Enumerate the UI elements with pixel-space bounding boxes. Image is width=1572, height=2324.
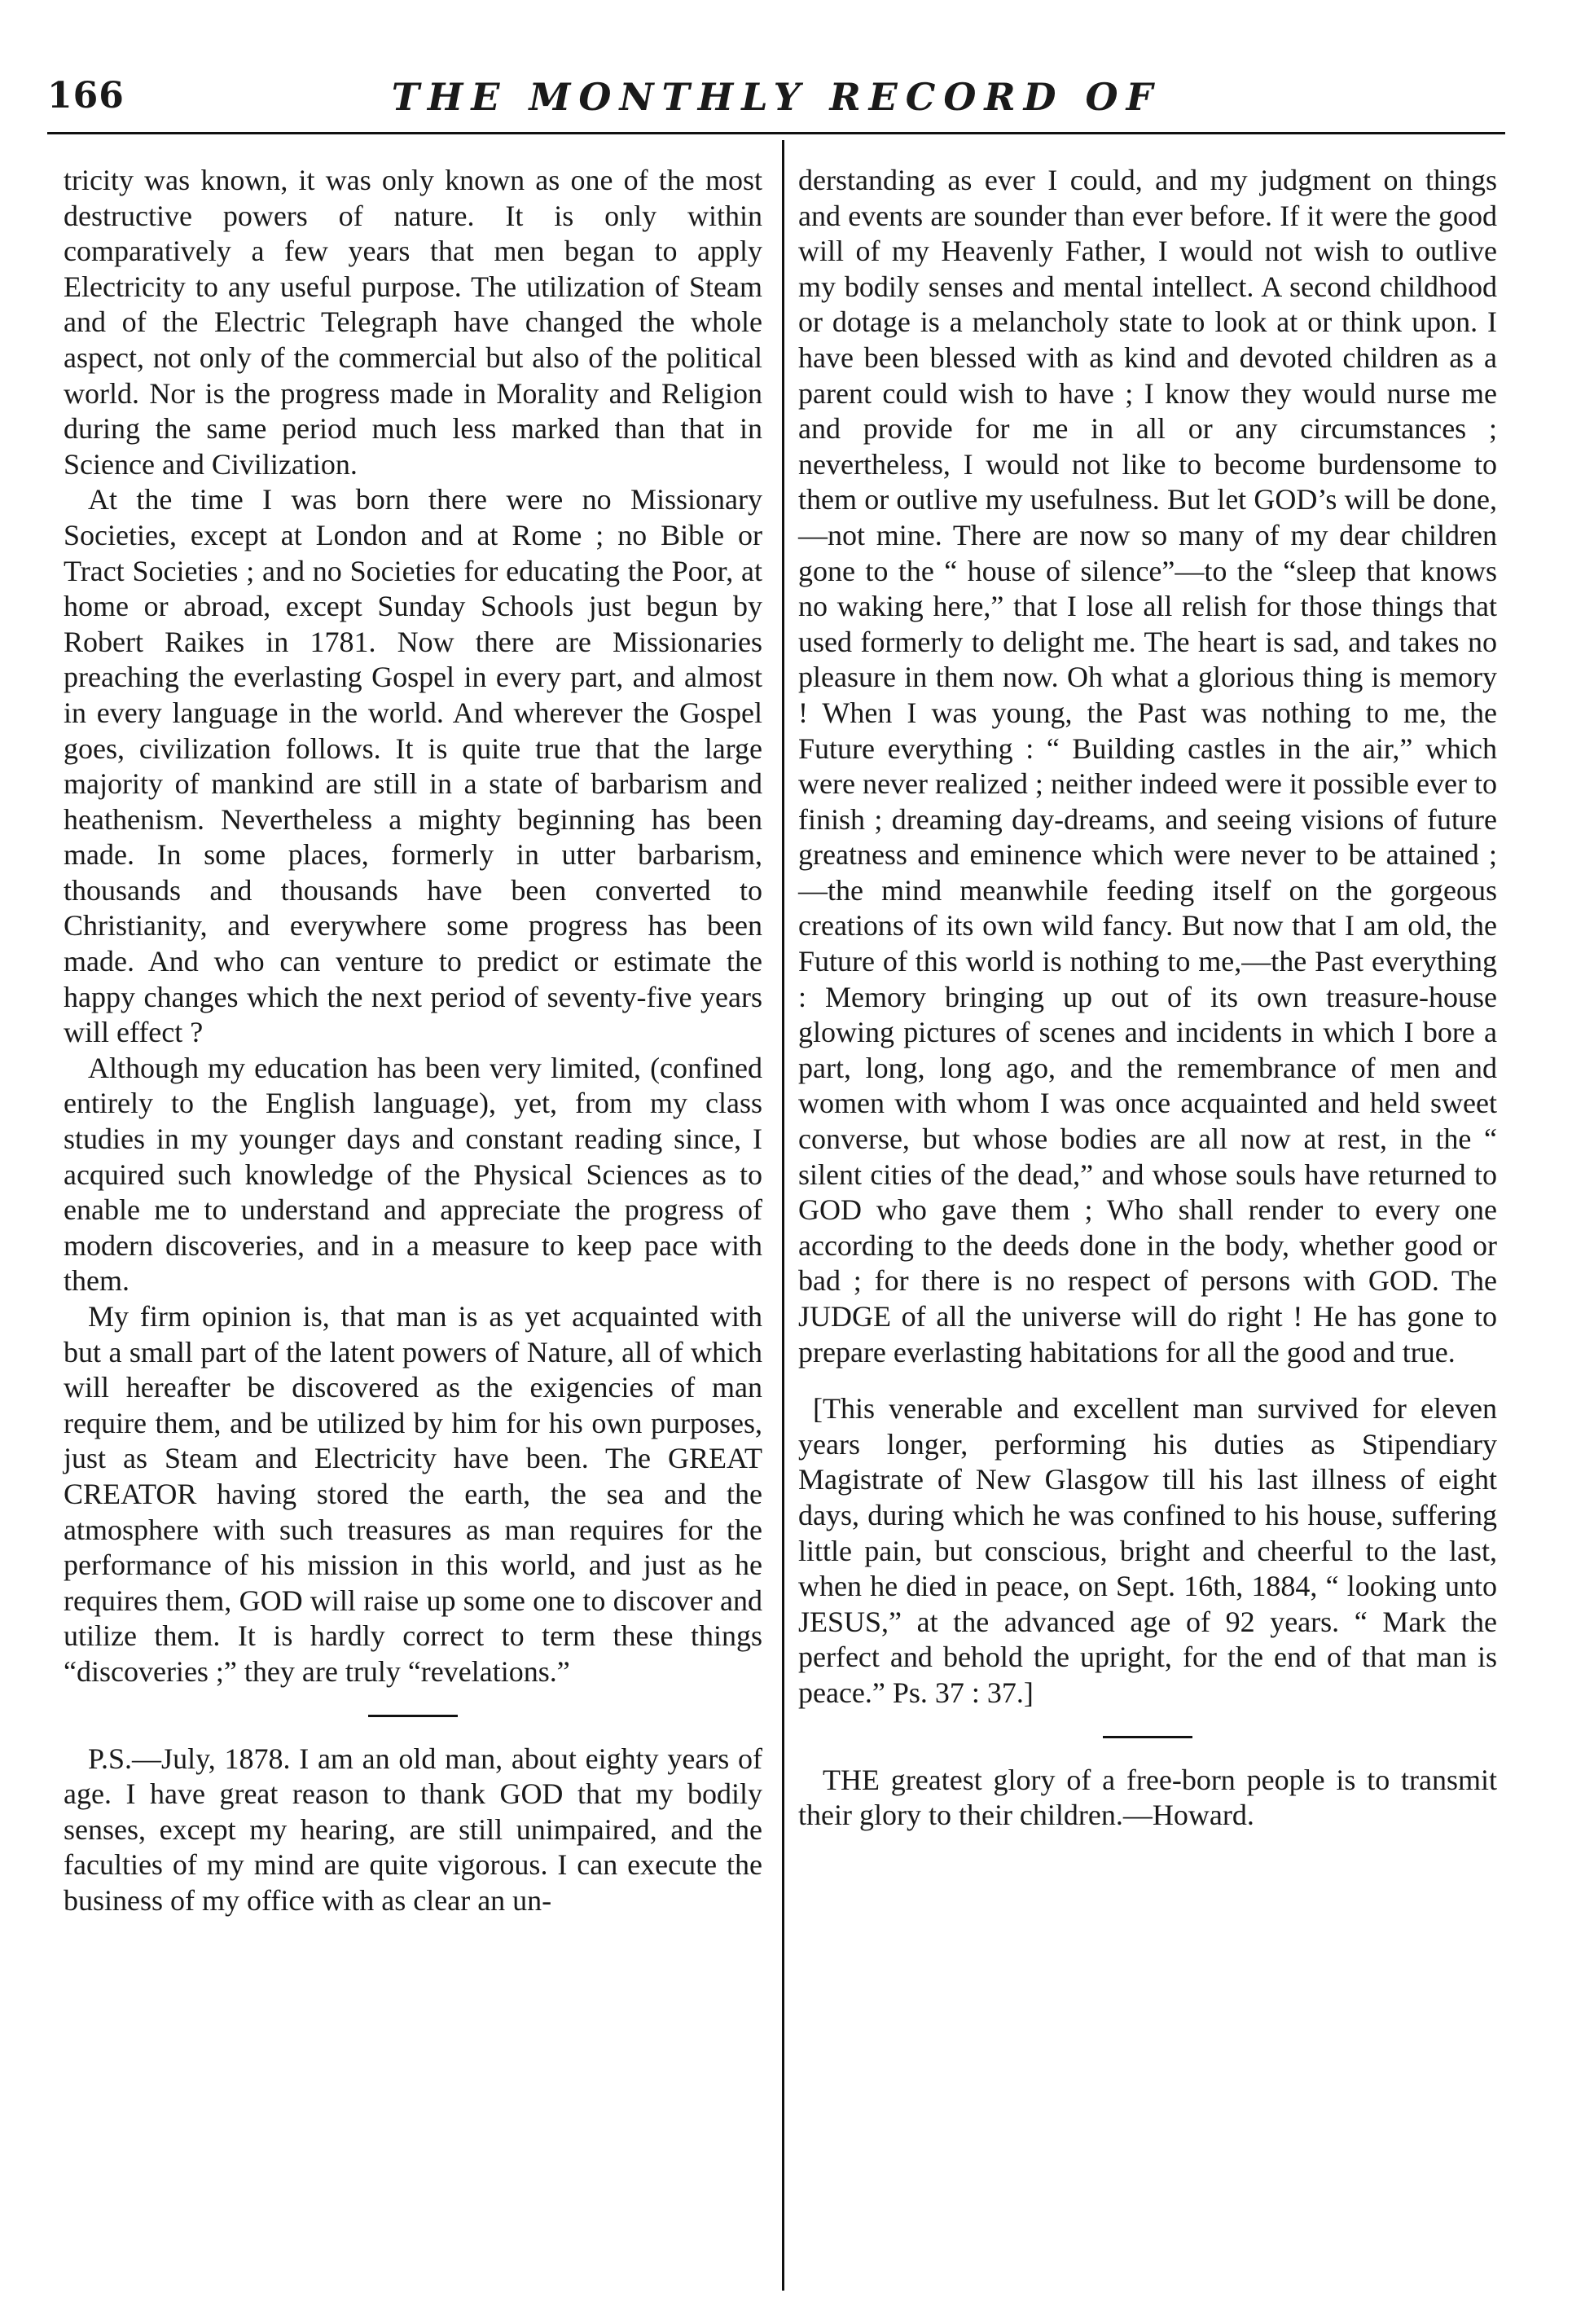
right-column [798, 163, 1497, 1834]
left-paragraph-4: My firm opinion is, that man is as yet acquainted with but a small part of the latent powers of Nature, all of which will hereafter be discovered as the exigencies of man require them, and be utilized by him for his own purposes, just as Steam and Electricity have been. The GREAT CREATOR having stored the earth, the sea and the atmosphere with such treasures as man requires for the performance of his mission in this world, and just as he requires them, GOD will raise up some one to discover and utilize them. It is hardly correct to term these things “discoveries ;” they are truly “revelations.” [64, 1300, 762, 1688]
section-separator [1103, 1736, 1192, 1738]
editorial-note: [This venerable and excellent man survived for eleven years longer, performing his duties as Stipendiary Magistrate of New Glasgow till his last illness of eight days, during which he was confined to his house, suffering little pain, but conscious, bright and cheerful to the last, when he died in peace, on Sept. 16th, 1884, “ looking unto JESUS,” at the advanced age of 92 years. “ Mark the perfect and behold the upright, for the end of that man is peace.” Ps. 37 : 37.] [798, 1392, 1497, 1709]
header-rule [47, 132, 1505, 134]
postscript-paragraph: P.S.—July, 1878. I am an old man, about eighty years of age. I have great reason to thank GOD that my bodily senses, except my hearing, are still unimpaired, and the faculties of my mind are quite vigorous. I can execute the business of my office with as clear an un- [64, 1742, 762, 1917]
left-column [64, 163, 762, 1919]
left-paragraph-2: At the time I was born there were no Missionary Societies, except at London and at Rome ; no Bible or Tract Societies ; and no Societies for educating the Poor, at home or abroad, except Sunday Schools just begun by Robert Raikes in 1781. Now there are Missionaries preaching the everlasting Gospel in every part, and almost in every language in the world. And wherever the Gospel goes, civilization follows. It is quite true that the large majority of mankind are still in a state of barbarism and heathenism. Nevertheless a mighty beginning has been made. In some places, formerly in utter barbarism, thousands and thousands have been converted to Christianity, and everywhere some progress has been made. And who can venture to predict or estimate the happy changes which the next period of seventy-five years will effect ? [64, 483, 762, 1049]
right-paragraph-1: derstanding as ever I could, and my judgment on things and events are sounder than ever before. If it were the good will of my Heavenly Father, I would not wish to outlive my bodily senses and mental intellect. A second childhood or dotage is a melancholy state to look at or think upon. I have been blessed with as kind and devoted children as a parent could wish to have ; I know they would nurse me and provide for me in all or any circumstances ; nevertheless, I would not like to become burdensome to them or outlive my usefulness. But let GOD’s will be done,—not mine. There are now so many of my dear children gone to the “ house of silence”—to the “sleep that knows no waking here,” that I lose all relish for those things that used formerly to delight me. The heart is sad, and takes no pleasure in them now. Oh what a glorious thing is memory ! When I was young, the Past was nothing to me, the Future everything : “ Building castles in the air,” which were never realized ; neither indeed were it possible ever to finish ; dreaming day-dreams, and seeing visions of future greatness and eminence which were never to be attained ;—the mind meanwhile feeding itself on the gorgeous creations of its own wild fancy. But now that I am old, the Future of this world is nothing to me,—the Past everything : Memory bringing up out of its own treasure-house glowing pictures of scenes and incidents in which I bore a part, long, long ago, and the remembrance of men and women with whom I was once acquainted and held sweet converse, but whose bodies are all now at rest, in the “ silent cities of the dead,” and whose souls have returned to GOD who gave them ; Who shall render to every one according to the deeds done in the body, whether good or bad ; for there is no respect of persons with GOD. The JUDGE of all the universe will do right ! He has gone to prepare everlasting habitations for all the good and true. [798, 164, 1497, 1368]
left-paragraph-1: tricity was known, it was only known as one of the most destructive powers of nature. It is only within comparatively a few years that men began to apply Electricity to any useful purpose. The utilization of Steam and of the Electric Telegraph have changed the whole aspect, not only of the commercial but also of the political world. Nor is the progress made in Morality and Religion during the same period much less marked than that in Science and Civilization. [64, 164, 762, 481]
closing-quotation: THE greatest glory of a free-born people is to transmit their glory to their children.—Howard. [798, 1763, 1497, 1832]
running-head: THE MONTHLY RECORD OF [391, 75, 1161, 119]
page-number: 166 [47, 75, 125, 116]
section-separator [368, 1715, 458, 1717]
column-divider [782, 140, 784, 2291]
page-header [47, 75, 1505, 140]
left-paragraph-3: Although my education has been very limited, (confined entirely to the English language), yet, from my class studies in my younger days and constant reading since, I acquired such knowledge of the Physical Sciences as to enable me to understand and appreciate the progress of modern discoveries, and in a measure to keep pace with them. [64, 1051, 762, 1298]
